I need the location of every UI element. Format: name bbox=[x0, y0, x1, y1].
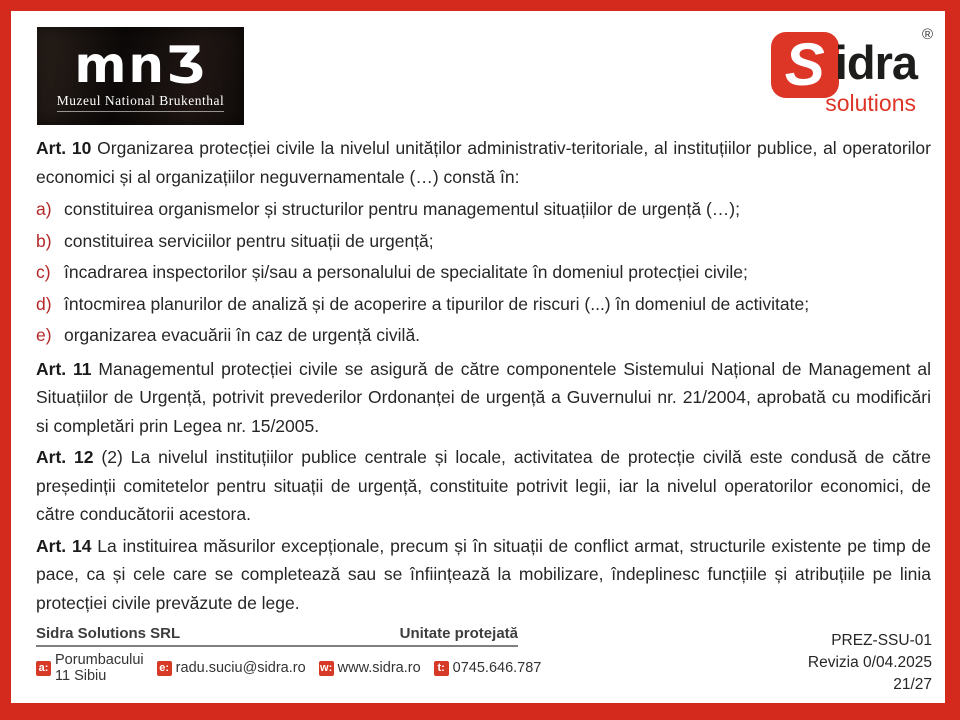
article-text: (2) La nivelul instituțiilor publice centrale și locale, activitatea de protecție civilă este condusă de către președinții comitetelor pentru situații de urgență, constituite potrivit legii, iar la nivelul operatorilor economici, de către conducătorii acestora. bbox=[36, 447, 931, 524]
mnb-logo-acronym: mnƷ bbox=[74, 36, 207, 94]
contact-phone bbox=[434, 660, 542, 676]
list-item-text: organizarea evacuării în caz de urgență civilă. bbox=[64, 325, 421, 345]
list-item-marker: d) bbox=[36, 293, 52, 314]
footer-contact-block bbox=[36, 625, 542, 684]
article-text: La instituirea măsurilor excepționale, precum și în situații de conflict armat, structurile existente pe timp de pace, ca și cele care se completează sau se înființează la mobilizare, îndeplinesc funcțiile și atribuțiile pe linia protecției civile prevăzute de lege. bbox=[36, 535, 931, 613]
article-text: Organizarea protecției civile la nivelul unităților administrativ-teritoriale, al instituțiilor publice, al operatorilor economici și al organizațiilor neguvernamentale (…) constă în: bbox=[36, 138, 931, 187]
slide-body bbox=[11, 125, 945, 617]
list-item bbox=[36, 289, 931, 321]
address-icon: a: bbox=[36, 661, 51, 676]
article-label: Art. 12 bbox=[36, 447, 94, 467]
paragraph-art11 bbox=[36, 355, 931, 441]
email-icon: e: bbox=[157, 661, 172, 676]
contact-website bbox=[319, 660, 421, 676]
list-item-text: încadrarea inspectorilor și/sau a personalului de specialitate în domeniul protecției civile; bbox=[64, 262, 748, 282]
list-item bbox=[36, 257, 931, 289]
list-item bbox=[36, 194, 931, 226]
list-item-text: constituirea organismelor și structurilor pentru managementul situațiilor de urgență (…); bbox=[64, 199, 740, 219]
contact-phone-text: 0745.646.787 bbox=[452, 660, 542, 676]
footer-contacts-row bbox=[36, 652, 542, 684]
sidra-logo-initial: S bbox=[771, 32, 839, 98]
sidra-solutions-logo bbox=[771, 26, 933, 117]
sidra-logo-wordmark: idra bbox=[834, 36, 917, 89]
phone-icon: t: bbox=[434, 661, 449, 676]
list-item-marker: e) bbox=[36, 325, 52, 345]
list-item-text: constituirea serviciilor pentru situații de urgență; bbox=[64, 230, 434, 251]
page-number: 21/27 bbox=[893, 676, 932, 693]
sidra-logo-tagline: solutions bbox=[825, 90, 916, 116]
contact-website-text: www.sidra.ro bbox=[337, 660, 421, 676]
footer-protected-label: Unitate protejată bbox=[399, 625, 518, 642]
list-item bbox=[36, 226, 931, 258]
footer-title-row bbox=[36, 625, 518, 647]
slide-header bbox=[11, 11, 945, 125]
list-item-text: întocmirea planurilor de analiză și de acoperire a tipurilor de riscuri (...) în domeniul de activitate; bbox=[64, 293, 810, 314]
contact-address-text: Porumbacului 11 Sibiu bbox=[55, 652, 144, 684]
article-text: Managementul protecției civile se asigură de către componentele Sistemului Național de Management al Situațiilor de Urgență, potrivit prevederilor Ordonanței de urgență a Guvernului nr. 21/2004, aprobată cu modificări si completări prin Legea nr. 15/2005. bbox=[36, 358, 932, 436]
list-item-marker: a) bbox=[36, 199, 52, 219]
list-item bbox=[36, 320, 931, 352]
article-label: Art. 10 bbox=[36, 138, 92, 158]
article-label: Art. 14 bbox=[36, 535, 92, 556]
contact-email-text: radu.suciu@sidra.ro bbox=[175, 660, 306, 676]
footer-company-name: Sidra Solutions SRL bbox=[36, 625, 181, 642]
mnb-logo-subtitle: Muzeul National Brukenthal bbox=[57, 93, 224, 112]
paragraph-art12 bbox=[36, 443, 931, 529]
document-revision: Revizia 0/04.2025 bbox=[807, 654, 932, 671]
document-reference-block bbox=[808, 630, 932, 696]
registered-trademark-icon: ® bbox=[921, 26, 933, 43]
article-label: Art. 11 bbox=[36, 358, 92, 379]
lettered-list bbox=[36, 194, 931, 352]
website-icon: w: bbox=[320, 662, 333, 674]
paragraph-art10 bbox=[36, 134, 931, 191]
sidra-logo-main bbox=[771, 32, 917, 98]
contact-email bbox=[157, 660, 306, 676]
paragraph-art14 bbox=[36, 532, 931, 618]
mnb-museum-logo bbox=[37, 27, 244, 125]
list-item-marker: b) bbox=[36, 230, 52, 251]
list-item-marker: c) bbox=[36, 262, 51, 282]
contact-address bbox=[36, 652, 144, 684]
document-code: PREZ-SSU-01 bbox=[831, 632, 932, 649]
